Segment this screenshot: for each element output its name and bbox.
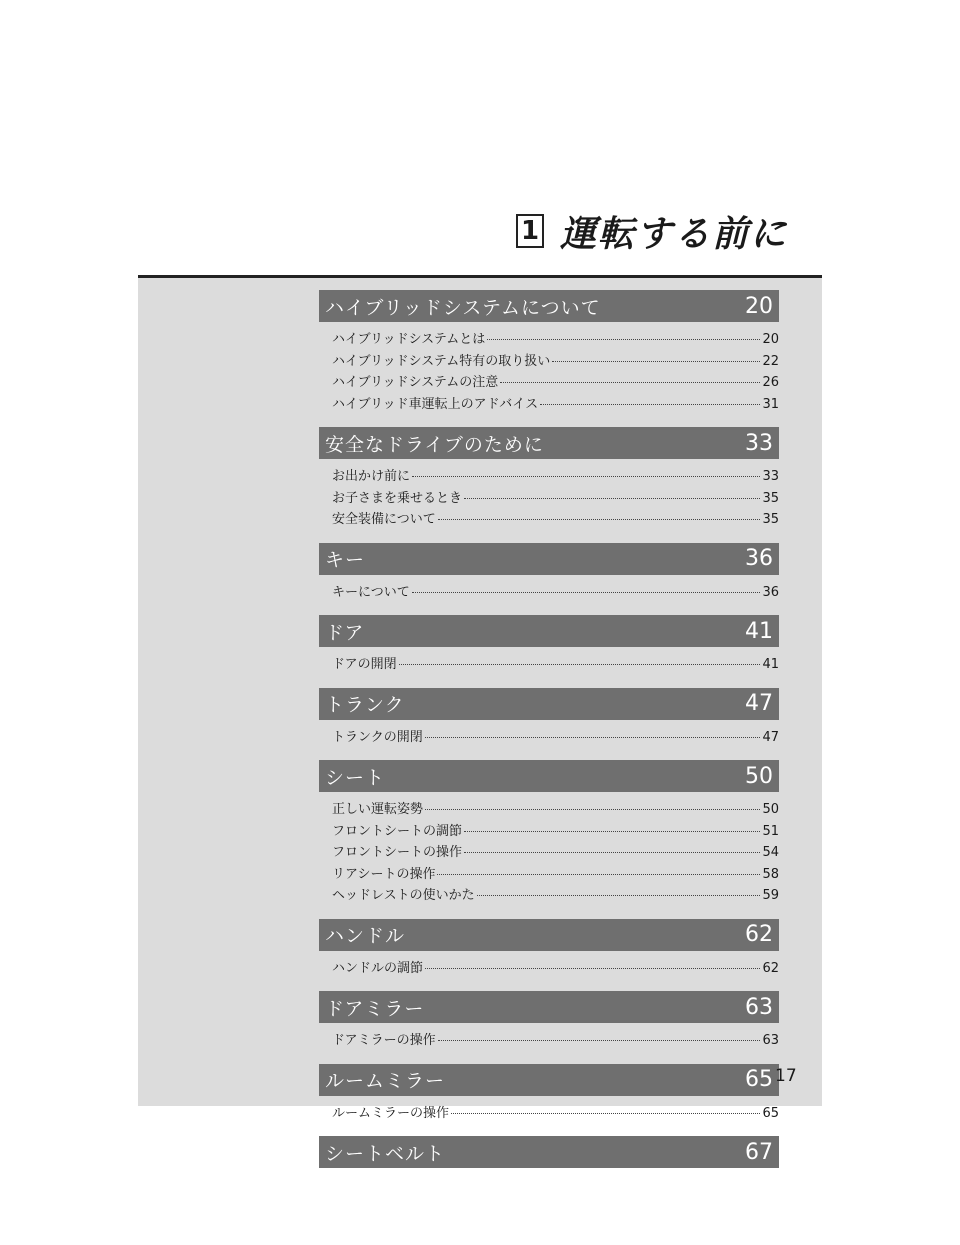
- section-page: 63: [745, 994, 773, 1020]
- entry-title: フロントシートの操作: [332, 845, 463, 860]
- toc-section-heading[interactable]: [319, 427, 779, 459]
- toc-entries: [319, 459, 779, 530]
- toc-entry[interactable]: [319, 820, 779, 842]
- toc-entry[interactable]: [319, 841, 779, 863]
- entry-title: ハイブリッドシステム特有の取り扱い: [332, 353, 551, 369]
- section-title: ハイブリッドシステムについて: [325, 296, 601, 319]
- section-title: 安全なドライブのために: [325, 433, 544, 456]
- toc-section-heading[interactable]: [319, 615, 779, 647]
- section-title: ドア: [325, 621, 365, 644]
- toc-entries: [319, 322, 779, 414]
- toc-entry[interactable]: [319, 798, 779, 820]
- chapter-number-box: 1: [516, 214, 544, 248]
- toc-section-heading[interactable]: [319, 991, 779, 1023]
- toc-entries: [319, 575, 779, 603]
- entry-page: 51: [762, 823, 779, 839]
- entry-title: ハンドルの調節: [332, 960, 424, 976]
- dot-leader: [438, 519, 761, 520]
- entry-page: 31: [762, 396, 779, 412]
- toc-section-heading[interactable]: [319, 760, 779, 792]
- toc-section-heading[interactable]: [319, 290, 779, 322]
- entry-title: キーについて: [332, 584, 410, 600]
- entry-page: 63: [762, 1033, 779, 1048]
- toc-entry[interactable]: [319, 726, 779, 748]
- toc-entries: [319, 951, 779, 979]
- toc-entry[interactable]: [319, 957, 779, 979]
- toc-entry[interactable]: [319, 884, 779, 906]
- dot-leader: [451, 1113, 760, 1114]
- entry-title: ハイブリッドシステムの注意: [332, 375, 499, 390]
- dot-leader: [464, 831, 760, 832]
- chapter-header: [516, 208, 788, 254]
- toc-section-heading[interactable]: [319, 543, 779, 575]
- section-title: シートベルト: [325, 1142, 446, 1165]
- entry-title: ルームミラーの操作: [332, 1105, 450, 1121]
- toc-section-heading[interactable]: [319, 1136, 779, 1168]
- dot-leader: [412, 476, 760, 477]
- section-page: 67: [745, 1139, 773, 1165]
- dot-leader: [464, 852, 760, 853]
- entry-title: ドアミラーの操作: [332, 1033, 436, 1048]
- entry-page: 20: [762, 332, 779, 347]
- dot-leader: [477, 895, 761, 896]
- entry-page: 65: [762, 1105, 779, 1121]
- toc-entry[interactable]: [319, 508, 779, 530]
- entry-page: 41: [762, 657, 779, 672]
- entry-page: 33: [762, 469, 779, 484]
- entry-title: ハイブリッドシステムとは: [332, 332, 486, 347]
- entry-page: 22: [762, 353, 779, 369]
- toc-entry[interactable]: [319, 1102, 779, 1124]
- toc-entries: [319, 1023, 779, 1051]
- toc-entry[interactable]: [319, 581, 779, 603]
- dot-leader: [437, 874, 760, 875]
- page-number: 17: [775, 1066, 797, 1086]
- entry-title: 正しい運転姿勢: [332, 802, 424, 817]
- dot-leader: [438, 1040, 761, 1041]
- entry-page: 59: [762, 888, 779, 903]
- entry-page: 62: [762, 960, 779, 976]
- toc-entry[interactable]: [319, 350, 779, 372]
- entry-title: リアシートの操作: [332, 866, 436, 882]
- entry-page: 26: [762, 375, 779, 390]
- section-page: 36: [745, 546, 773, 571]
- toc-entries: [319, 1096, 779, 1124]
- section-title: ドアミラー: [325, 997, 425, 1020]
- entry-title: トランクの開閉: [332, 729, 423, 745]
- section-title: キー: [325, 549, 366, 571]
- dot-leader: [464, 498, 760, 499]
- entry-page: 47: [762, 729, 779, 745]
- section-title: ハンドル: [325, 925, 406, 947]
- entry-title: ハイブリッド車運転上のアドバイス: [332, 396, 539, 412]
- toc-entry[interactable]: [319, 1029, 779, 1051]
- entry-title: ドアの開閉: [332, 657, 397, 672]
- dot-leader: [425, 737, 761, 738]
- section-title: シート: [325, 766, 386, 789]
- toc-entries: [319, 792, 779, 906]
- dot-leader: [412, 592, 761, 593]
- section-page: 47: [745, 691, 773, 716]
- toc-section-heading[interactable]: [319, 688, 779, 720]
- entry-page: 35: [762, 512, 779, 527]
- toc-entry[interactable]: [319, 371, 779, 393]
- section-page: 33: [745, 430, 773, 456]
- section-page: 65: [745, 1067, 773, 1092]
- section-title: ルームミラー: [325, 1070, 446, 1092]
- toc-entry[interactable]: [319, 653, 779, 675]
- dot-leader: [425, 968, 760, 969]
- toc-section-heading[interactable]: [319, 1064, 779, 1096]
- section-page: 62: [745, 922, 773, 947]
- entry-page: 36: [762, 584, 779, 600]
- entry-page: 50: [762, 802, 779, 817]
- entry-title: お出かけ前に: [332, 469, 411, 484]
- dot-leader: [500, 382, 760, 383]
- toc-entry[interactable]: [319, 328, 779, 350]
- dot-leader: [487, 339, 760, 340]
- entry-page: 58: [762, 866, 779, 882]
- toc-entries: [319, 647, 779, 675]
- section-page: 20: [745, 293, 773, 319]
- toc-entry[interactable]: [319, 487, 779, 509]
- entry-page: 35: [762, 490, 779, 506]
- dot-leader: [540, 404, 760, 405]
- section-title: トランク: [325, 694, 405, 716]
- toc-entry[interactable]: [319, 465, 779, 487]
- entry-title: お子さまを乗せるとき: [332, 490, 463, 506]
- toc-section-heading[interactable]: [319, 919, 779, 951]
- dot-leader: [399, 664, 761, 665]
- table-of-contents: [319, 290, 779, 1168]
- entry-title: フロントシートの調節: [332, 823, 463, 839]
- toc-entry[interactable]: [319, 863, 779, 885]
- entry-title: ヘッドレストの使いかた: [332, 888, 475, 903]
- chapter-title: 運転する前に: [560, 213, 789, 255]
- toc-entries: [319, 720, 779, 748]
- section-page: 50: [745, 763, 773, 789]
- entry-page: 54: [762, 845, 779, 860]
- dot-leader: [425, 809, 760, 810]
- toc-entry[interactable]: [319, 393, 779, 415]
- entry-title: 安全装備について: [332, 512, 436, 527]
- dot-leader: [552, 361, 760, 362]
- section-page: 41: [745, 618, 773, 644]
